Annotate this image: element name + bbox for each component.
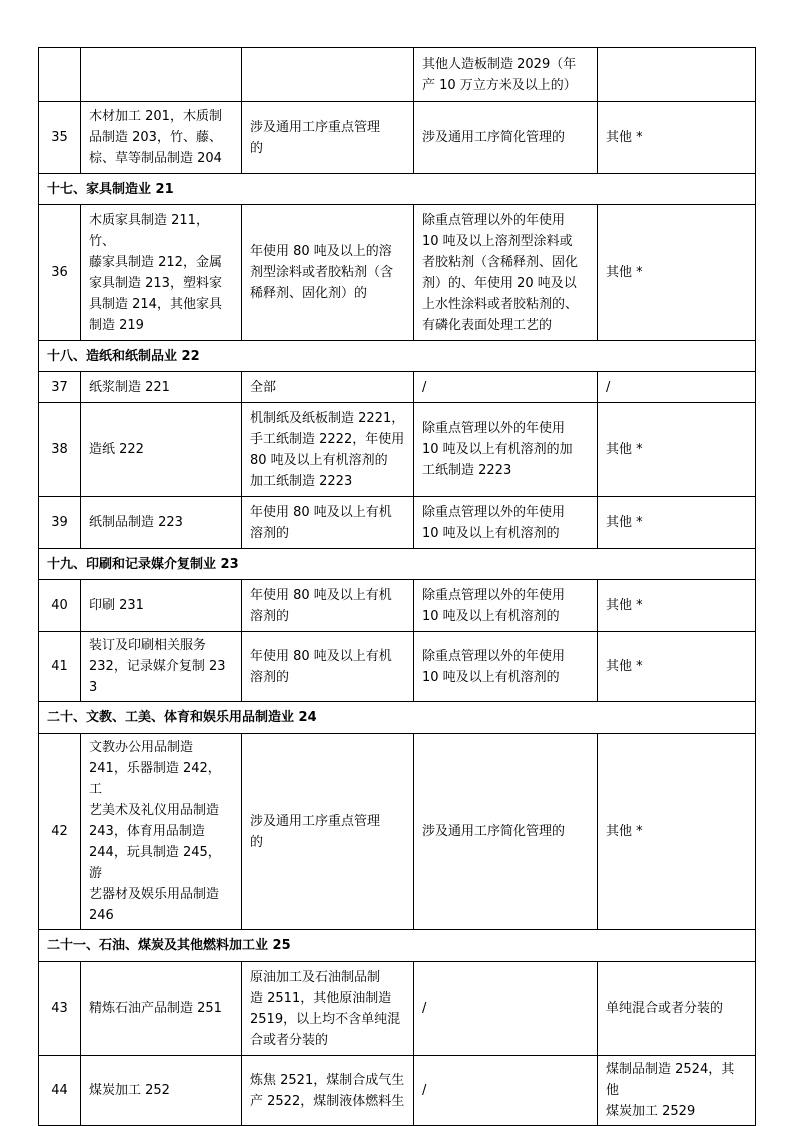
registration-management-cell-text: 其他 *	[606, 598, 643, 613]
key-management-cell-text: 炼焦 2521，煤制合成气生 产 2522，煤制液体燃料生	[250, 1072, 405, 1109]
row-number-cell-text: 38	[51, 442, 68, 457]
section-title: 十八、造纸和纸制品业 22	[39, 341, 756, 372]
key-management-cell-text: 机制纸及纸板制造 2221， 手工纸制造 2222，年使用 80 吨及以上有机溶剂的 加工纸制造 2223	[250, 410, 405, 489]
row-number-cell-text: 36	[51, 265, 68, 280]
table-row	[39, 372, 756, 403]
industry-category-cell	[81, 497, 242, 549]
row-number-cell-text: 39	[51, 515, 68, 530]
registration-management-cell	[598, 497, 756, 549]
registration-management-cell-text: 其他 *	[606, 130, 643, 145]
key-management-cell	[242, 632, 414, 702]
simplified-management-cell-text: 除重点管理以外的年使用 10 吨及以上有机溶剂的	[422, 587, 566, 624]
industry-category-cell-text: 精炼石油产品制造 251	[89, 1001, 222, 1016]
simplified-management-cell-text: 除重点管理以外的年使用 10 吨及以上有机溶剂的	[422, 504, 566, 541]
section-title: 二十、文教、工美、体育和娱乐用品制造业 24	[39, 702, 756, 734]
industry-category-cell-text: 纸浆制造 221	[89, 379, 170, 395]
simplified-management-cell	[414, 497, 598, 549]
registration-management-cell-text: 其他 *	[606, 659, 643, 674]
row-number-cell	[39, 205, 81, 341]
key-management-cell	[242, 372, 414, 403]
simplified-management-cell	[414, 372, 598, 403]
row-number-cell	[39, 372, 81, 403]
row-number-cell-text: 43	[51, 1001, 68, 1016]
row-number-cell	[39, 403, 81, 497]
section-header-row	[39, 174, 756, 205]
industry-category-cell	[81, 962, 242, 1056]
key-management-cell-text: 年使用 80 吨及以上有机 溶剂的	[250, 504, 392, 541]
industry-category-cell	[81, 734, 242, 930]
key-management-cell-text: 涉及通用工序重点管理 的	[250, 119, 381, 156]
industry-category-cell-text: 煤炭加工 252	[89, 1083, 170, 1098]
industry-category-cell-text: 木质家具制造 211，竹、 藤家具制造 212，金属 家具制造 213，塑料家 具制造 214，其他家具 制造 219	[89, 212, 222, 333]
table-row	[39, 102, 756, 174]
simplified-management-cell	[414, 632, 598, 702]
registration-management-cell-text: 其他 *	[606, 442, 643, 457]
registration-management-cell	[598, 632, 756, 702]
industry-category-cell-text: 装订及印刷相关服务 232，记录媒介复制 233	[89, 638, 226, 695]
row-number-cell	[39, 48, 81, 102]
row-number-cell-text: 41	[51, 659, 68, 674]
registration-management-cell	[598, 102, 756, 174]
registration-management-cell-text: 其他 *	[606, 265, 643, 280]
table-row	[39, 205, 756, 341]
key-management-cell-text: 年使用 80 吨及以上有机 溶剂的	[250, 587, 392, 624]
key-management-cell-text: 年使用 80 吨及以上的溶 剂型涂料或者胶粘剂（含 稀释剂、固化剂）的	[250, 244, 394, 301]
simplified-management-cell-text: /	[422, 1001, 427, 1016]
registration-management-cell	[598, 1056, 756, 1126]
simplified-management-cell	[414, 403, 598, 497]
simplified-management-cell-text: /	[422, 379, 427, 395]
row-number-cell	[39, 1056, 81, 1126]
registration-management-cell-text: 单纯混合或者分装的	[606, 1001, 724, 1016]
simplified-management-cell	[414, 205, 598, 341]
section-header-row	[39, 702, 756, 734]
industry-category-cell	[81, 372, 242, 403]
row-number-cell	[39, 497, 81, 549]
registration-management-cell-text: 煤制品制造 2524，其他 煤炭加工 2529	[606, 1062, 735, 1119]
industry-category-cell	[81, 632, 242, 702]
row-number-cell-text: 42	[51, 824, 68, 839]
table-body	[39, 48, 756, 1126]
registration-management-cell-text: 其他 *	[606, 515, 643, 530]
industry-category-cell-text: 印刷 231	[89, 598, 144, 613]
key-management-cell-text: 年使用 80 吨及以上有机 溶剂的	[250, 648, 392, 685]
simplified-management-cell-text: /	[422, 1083, 427, 1098]
industry-category-cell	[81, 48, 242, 102]
registration-management-cell-text: /	[606, 379, 611, 395]
section-header-row	[39, 341, 756, 372]
row-number-cell	[39, 734, 81, 930]
simplified-management-cell	[414, 962, 598, 1056]
registration-management-cell	[598, 962, 756, 1056]
simplified-management-cell	[414, 1056, 598, 1126]
simplified-management-cell-text: 除重点管理以外的年使用 10 吨及以上有机溶剂的	[422, 648, 566, 685]
table-row	[39, 1056, 756, 1126]
table-row	[39, 580, 756, 632]
industry-category-cell-text: 文教办公用品制造 241，乐器制造 242，工 艺美术及礼仪用品制造 243，体育用品制造 244，玩具制造 245，游 艺器材及娱乐用品制造 246	[89, 740, 221, 923]
key-management-cell	[242, 48, 414, 102]
section-title: 二十一、石油、煤炭及其他燃料加工业 25	[39, 930, 756, 962]
industry-category-cell	[81, 205, 242, 341]
key-management-cell	[242, 962, 414, 1056]
section-header-row	[39, 549, 756, 580]
key-management-cell	[242, 102, 414, 174]
industry-category-cell	[81, 580, 242, 632]
industry-category-cell	[81, 403, 242, 497]
row-number-cell-text: 44	[51, 1083, 68, 1098]
industry-category-cell	[81, 102, 242, 174]
registration-management-cell	[598, 580, 756, 632]
registration-management-cell	[598, 205, 756, 341]
key-management-cell-text: 全部	[250, 379, 277, 395]
key-management-cell	[242, 1056, 414, 1126]
simplified-management-cell	[414, 734, 598, 930]
table-row	[39, 403, 756, 497]
simplified-management-cell	[414, 102, 598, 174]
table-row	[39, 497, 756, 549]
simplified-management-cell-text: 其他人造板制造 2029（年 产 10 万立方米及以上的）	[422, 56, 577, 93]
row-number-cell-text: 40	[51, 598, 68, 613]
simplified-management-cell-text: 涉及通用工序简化管理的	[422, 824, 566, 839]
key-management-cell	[242, 205, 414, 341]
simplified-management-cell	[414, 580, 598, 632]
row-number-cell-text: 37	[51, 379, 68, 395]
row-number-cell	[39, 102, 81, 174]
industry-category-cell-text: 木材加工 201，木质制 品制造 203，竹、藤、 棕、草等制品制造 204	[89, 109, 222, 166]
simplified-management-cell-text: 除重点管理以外的年使用 10 吨及以上溶剂型涂料或 者胶粘剂（含稀释剂、固化 剂）的、年使用 20 吨及以 上水性涂料或者胶粘剂的、 有磷化表面处理工艺的	[422, 212, 579, 333]
table-row	[39, 632, 756, 702]
registration-management-cell	[598, 372, 756, 403]
row-number-cell	[39, 580, 81, 632]
simplified-management-cell-text: 涉及通用工序简化管理的	[422, 130, 566, 145]
simplified-management-cell	[414, 48, 598, 102]
table-row	[39, 48, 756, 102]
permit-classification-table	[38, 47, 756, 1126]
registration-management-cell	[598, 403, 756, 497]
registration-management-cell	[598, 48, 756, 102]
industry-category-cell	[81, 1056, 242, 1126]
row-number-cell	[39, 962, 81, 1056]
key-management-cell-text: 涉及通用工序重点管理 的	[250, 813, 381, 850]
section-title: 十七、家具制造业 21	[39, 174, 756, 205]
section-title: 十九、印刷和记录媒介复制业 23	[39, 549, 756, 580]
simplified-management-cell-text: 除重点管理以外的年使用 10 吨及以上有机溶剂的加 工纸制造 2223	[422, 421, 573, 478]
registration-management-cell-text: 其他 *	[606, 824, 643, 839]
registration-management-cell	[598, 734, 756, 930]
key-management-cell	[242, 734, 414, 930]
section-header-row	[39, 930, 756, 962]
key-management-cell	[242, 403, 414, 497]
key-management-cell-text: 原油加工及石油制品制 造 2511，其他原油制造 2519，以上均不含单纯混 合或者分装的	[250, 969, 401, 1048]
key-management-cell	[242, 580, 414, 632]
industry-category-cell-text: 造纸 222	[89, 442, 144, 457]
industry-category-cell-text: 纸制品制造 223	[89, 515, 183, 530]
table-row	[39, 962, 756, 1056]
row-number-cell	[39, 632, 81, 702]
key-management-cell	[242, 497, 414, 549]
table-row	[39, 734, 756, 930]
row-number-cell-text: 35	[51, 130, 68, 145]
